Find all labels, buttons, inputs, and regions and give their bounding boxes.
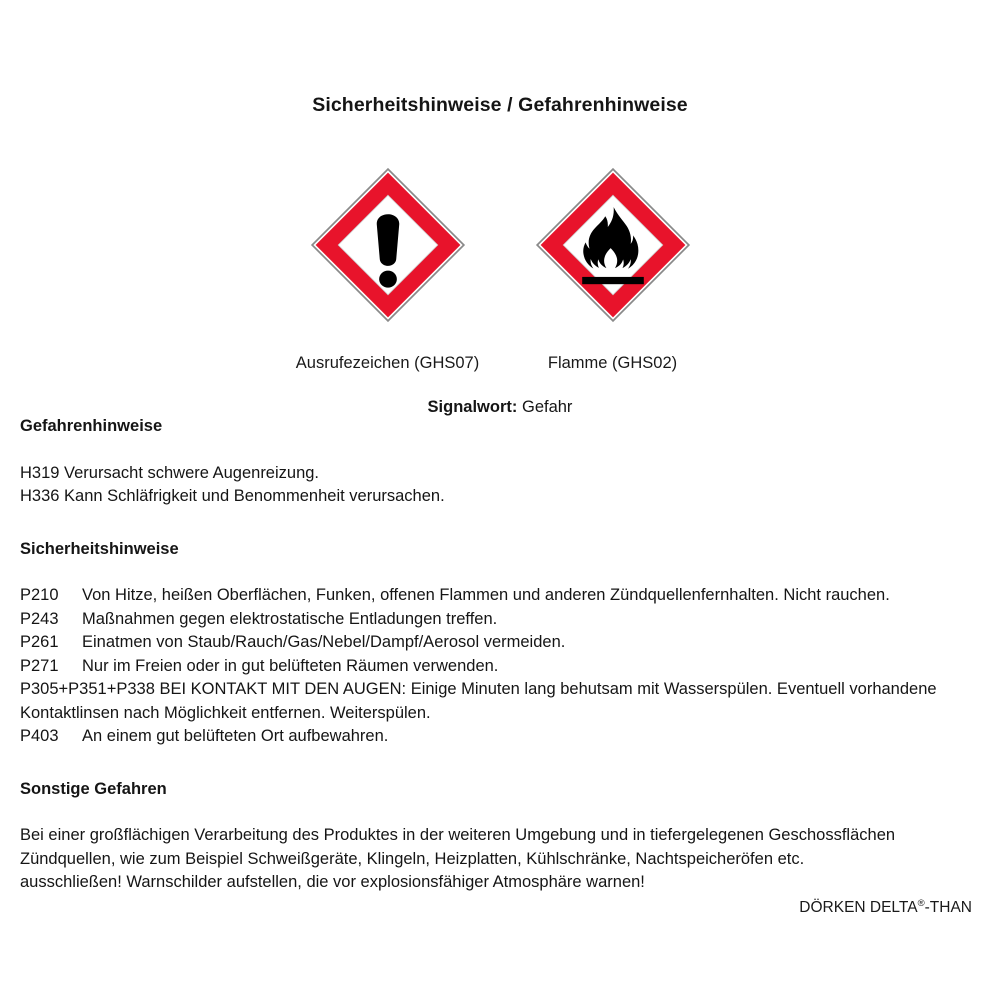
precautionary-statement-row bbox=[20, 631, 980, 655]
p-text: Einatmen von Staub/Rauch/Gas/Nebel/Dampf/Aerosol vermeiden. bbox=[82, 633, 566, 651]
footer-product-suffix: -THAN bbox=[924, 899, 972, 916]
p-text: Nur im Freien oder in gut belüfteten Räumen verwenden. bbox=[82, 656, 499, 675]
p-text: BEI KONTAKT MIT DEN AUGEN: Einige Minuten lang behutsam mit Wasserspülen. Eventuell vorhandene Kontaktlinsen nach Möglichkeit entfernen. Weiterspülen. bbox=[20, 680, 937, 722]
p-code: P261 bbox=[20, 633, 59, 651]
p-text: Von Hitze, heißen Oberflächen, Funken, offenen Flammen und anderen Zündquellenfernhalten. Nicht rauchen. bbox=[82, 586, 890, 604]
spacer bbox=[20, 557, 980, 584]
spacer bbox=[20, 749, 980, 781]
other-hazards-heading: Sonstige Gefahren bbox=[20, 779, 167, 798]
pictogram-ghs02 bbox=[533, 166, 693, 373]
pictogram-caption: Flamme (GHS02) bbox=[547, 354, 678, 372]
precautionary-statement-list bbox=[20, 584, 980, 749]
footer-brand: DÖRKEN DELTA bbox=[799, 899, 918, 916]
page-title: Sicherheitshinweise / Gefahrenhinweise bbox=[312, 94, 688, 116]
p-text: Maßnahmen gegen elektrostatische Entladungen treffen. bbox=[82, 609, 498, 628]
p-code: P403 bbox=[20, 727, 59, 745]
hazard-statements-heading: Gefahrenhinweise bbox=[20, 417, 163, 435]
p-code: P305+P351+P338 bbox=[20, 680, 155, 698]
p-code: P271 bbox=[20, 656, 59, 675]
p-code: P243 bbox=[20, 609, 59, 628]
spacer bbox=[20, 435, 980, 462]
pictogram-ghs07 bbox=[295, 166, 480, 373]
p-code: P210 bbox=[20, 586, 59, 604]
signal-word-label: Signalwort: bbox=[427, 398, 518, 416]
spacer bbox=[20, 509, 980, 541]
precautionary-statement-row bbox=[20, 655, 980, 679]
precautionary-statement-row bbox=[20, 678, 980, 725]
pictogram-caption: Ausrufezeichen (GHS07) bbox=[295, 354, 480, 372]
ghs02-flame-icon bbox=[534, 166, 692, 324]
product-footer bbox=[799, 899, 972, 917]
registered-trademark-icon: ® bbox=[917, 897, 925, 909]
precautionary-statements-heading: Sicherheitshinweise bbox=[20, 539, 179, 558]
spacer bbox=[20, 797, 980, 824]
ghs07-exclamation-mark-icon bbox=[309, 166, 467, 324]
hazard-statement-line: H336 Kann Schläfrigkeit und Benommenheit verursachen. bbox=[20, 487, 445, 505]
other-hazards-text: Bei einer großflächigen Verarbeitung des Produktes in der weiteren Umgebung und in tiefergelegenen Geschossflächen Zündquellen, wie zum Beispiel Schweißgeräte, Klingeln, Heizplatten, Kühlschränke, Nachtspeicheröfen etc. ausschließen! Warnschilder aufstellen, die vor explosionsfähiger Atmosphäre warnen! bbox=[20, 826, 896, 891]
precautionary-statement-row bbox=[20, 725, 980, 749]
precautionary-statement-row bbox=[20, 608, 980, 632]
hazard-statement-line: H319 Verursacht schwere Augenreizung. bbox=[20, 463, 320, 482]
signal-word-line bbox=[0, 398, 1000, 417]
document-body bbox=[20, 418, 980, 895]
signal-word-value: Gefahr bbox=[521, 398, 573, 416]
precautionary-statement-row bbox=[20, 584, 980, 608]
ghs-pictogram-row bbox=[0, 166, 1000, 373]
p-text: An einem gut belüfteten Ort aufbewahren. bbox=[82, 727, 389, 745]
